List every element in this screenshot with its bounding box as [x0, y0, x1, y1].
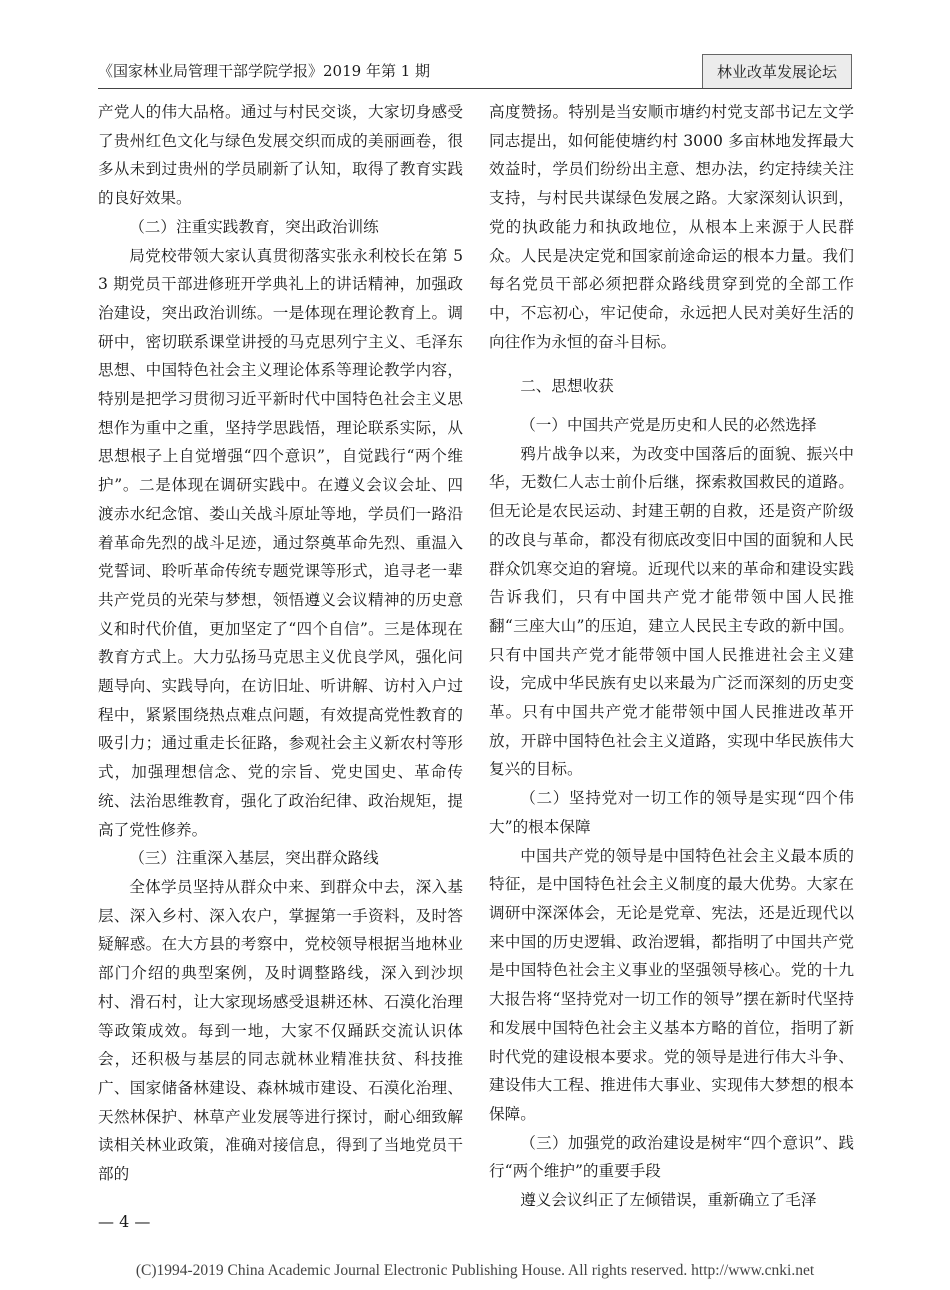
right-column — [489, 98, 854, 1215]
subheading: （三）注重深入基层，突出群众路线 — [129, 849, 379, 868]
subheading: （三）加强党的政治建设是树牢“四个意识”、践行“两个维护”的重要手段 — [489, 1133, 854, 1181]
paragraph: 全体学员坚持从群众中来、到群众中去，深入基层、深入乡村、深入农户，掌握第一手资料，及时答疑解惑。在大方县的考察中，党校领导根据当地林业部门介绍的典型案例，及时调整路线，深入到沙坝村、滑石村，让大家现场感受退耕还林、石漠化治理等政策成效。每到一地，大家不仅踊跃交流认识体会，还积极与基层的同志就林业精准扶贫、科技推广、国家储备林建设、森林城市建设、石漠化治理、天然林保护、林草产业发展等进行探讨，耐心细致解读相关林业政策，准确对接信息，得到了当地党员干部的 — [98, 877, 463, 1184]
copyright-notice: (C)1994-2019 China Academic Journal Electronic Publishing House. All rights reserved. http://www.cnki.net — [135, 1262, 815, 1279]
paragraph: 局党校带领大家认真贯彻落实张永利校长在第 53 期党员干部进修班开学典礼上的讲话精神，加强政治建设，突出政治训练。一是体现在理论教育上。调研中，密切联系课堂讲授的马克思列宁主义、毛泽东思想、中国特色社会主义理论体系等理论教学内容，特别是把学习贯彻习近平新时代中国特色社会主义思想作为重中之重，坚持学思践悟，理论联系实际，从思想根子上自觉增强“四个意识”，自觉践行“两个维护”。二是体现在调研实践中。在遵义会议会址、四渡赤水纪念馆、娄山关战斗原址等地，学员们一路沿着革命先烈的战斗足迹，通过祭奠革命先烈、重温入党誓词、聆听革命传统专题党课等形式，追寻老一辈共产党员的光荣与梦想，领悟遵义会议精神的历史意义和时代价值，更加坚定了“四个自信”。三是体现在教育方式上。大力弘扬马克思主义优良学风，强化问题导向、实践导向，在访旧址、听讲解、访村入户过程中，紧紧围绕热点难点问题，有效提高党性教育的吸引力；通过重走长征路，参观社会主义新农村等形式，加强理想信念、党的宗旨、党史国史、革命传统、法治思维教育，强化了政治纪律、政治规矩，提高了党性修养。 — [98, 246, 463, 839]
section-heading: 二、思想收获 — [520, 377, 614, 396]
section-label: 林业改革发展论坛 — [702, 54, 852, 89]
page-header — [0, 0, 950, 92]
subheading: （二）坚持党对一切工作的领导是实现“四个伟大”的根本保障 — [489, 789, 854, 836]
left-column — [98, 98, 463, 1189]
paragraph: 鸦片战争以来，为改变中国落后的面貌、振兴中华，无数仁人志士前仆后继，探索救国救民的道路。但无论是农民运动、封建王朝的自救，还是资产阶级的改良与革命，都没有彻底改变旧中国的面貌和人民群众饥寒交迫的窘境。近现代以来的革命和建设实践告诉我们，只有中国共产党才能带领中国人民推翻“三座大山”的压迫，建立人民民主专政的新中国。只有中国共产党才能带领中国人民推进社会主义建设，完成中华民族有史以来最为广泛而深刻的历史变革。只有中国共产党才能带领中国人民推进改革开放，开辟中国特色社会主义道路，实现中华民族伟大复兴的目标。 — [489, 444, 854, 779]
paragraph: 中国共产党的领导是中国特色社会主义最本质的特征，是中国特色社会主义制度的最大优势。大家在调研中深深体会，无论是党章、宪法，还是近现代以来中国的历史逻辑、政治逻辑，都指明了中国共产党是中国特色社会主义事业的坚强领导核心。党的十九大报告将“坚持党对一切工作的领导”摆在新时代坚持和发展中国特色社会主义基本方略的首位，指明了新时代党的建设根本要求。党的领导是进行伟大斗争、建设伟大工程、推进伟大事业、实现伟大梦想的根本保障。 — [489, 846, 854, 1123]
paragraph: 遵义会议纠正了左倾错误，重新确立了毛泽 — [520, 1191, 817, 1210]
subheading: （二）注重实践教育，突出政治训练 — [129, 217, 379, 236]
paragraph: 高度赞扬。特别是当安顺市塘约村党支部书记左文学同志提出，如何能使塘约村 3000 多亩林地发挥最大效益时，学员们纷纷出主意、想办法，约定持续关注支持，与村民共谋绿色发展之路。大家深刻认识到，党的执政能力和执政地位，从根本上来源于人民群众。人民是决定党和国家前途命运的根本力量。我们每名党员干部必须把群众路线贯穿到党的全部工作中，不忘初心，牢记使命，永远把人民对美好生活的向往作为永恒的奋斗目标。 — [489, 103, 854, 351]
page-number: — 4 — — [98, 1212, 151, 1231]
subheading: （一）中国共产党是历史和人民的必然选择 — [520, 416, 817, 435]
journal-title: 《国家林业局管理干部学院学报》2019 年第 1 期 — [98, 62, 431, 80]
header-rule — [98, 88, 852, 89]
paragraph: 产党人的伟大品格。通过与村民交谈，大家切身感受了贵州红色文化与绿色发展交织而成的美丽画卷，很多从未到过贵州的学员刷新了认知，取得了教育实践的良好效果。 — [98, 103, 463, 208]
